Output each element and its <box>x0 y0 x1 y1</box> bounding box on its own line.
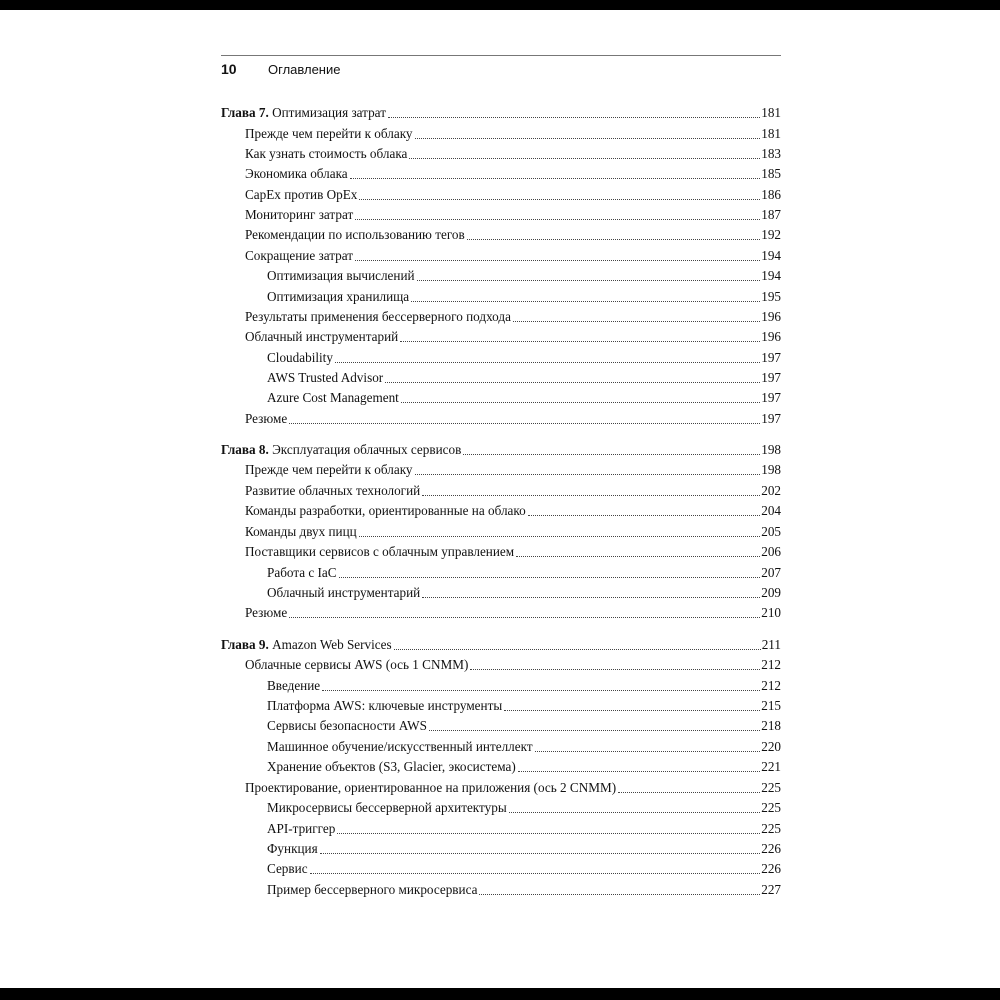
dot-leader <box>417 279 761 281</box>
toc-entry-title <box>267 388 399 408</box>
toc-title-text: Экономика облака <box>245 166 348 181</box>
toc-entry-title <box>245 778 616 798</box>
toc-entry-title <box>267 880 477 900</box>
toc-title-text: Резюме <box>245 411 288 426</box>
toc-entry-title <box>267 348 333 368</box>
toc-entry-title <box>267 819 335 839</box>
toc-entry-title <box>267 583 420 603</box>
toc-entry[interactable] <box>267 287 781 307</box>
toc-page-number: 211 <box>761 637 781 652</box>
toc-title-text: Оптимизация хранилища <box>267 289 410 304</box>
toc-entry[interactable] <box>245 460 781 480</box>
toc-entry[interactable] <box>267 696 781 716</box>
toc-title-text: Микросервисы бессерверной архитектуры <box>267 800 507 815</box>
toc-page-number: 192 <box>761 227 781 242</box>
dot-leader <box>394 648 761 650</box>
toc-page-number: 226 <box>761 841 781 856</box>
dot-leader <box>470 668 760 670</box>
toc-entry[interactable] <box>245 225 781 245</box>
toc-entry[interactable] <box>267 348 781 368</box>
toc-entry-title <box>221 103 386 123</box>
dot-leader <box>528 514 761 516</box>
toc-entry[interactable] <box>267 798 781 818</box>
toc-entry-title <box>245 409 287 429</box>
toc-page-number: 183 <box>761 146 781 161</box>
toc-entry[interactable] <box>245 185 781 205</box>
toc-entry-title <box>267 368 383 388</box>
dot-leader <box>335 361 760 363</box>
toc-entry-title <box>245 603 287 623</box>
toc-entry[interactable] <box>245 655 781 675</box>
toc-page-number: 202 <box>761 483 781 498</box>
toc-page-number: 225 <box>761 800 781 815</box>
toc-title-text: Введение <box>267 678 321 693</box>
toc-entry[interactable] <box>245 205 781 225</box>
toc-entry-title <box>267 287 409 307</box>
dot-leader <box>310 872 761 874</box>
toc-page-number: 185 <box>761 166 781 181</box>
toc-page-number: 186 <box>761 187 781 202</box>
toc-entry[interactable] <box>245 164 781 184</box>
toc-title-text: Пример бессерверного микросервиса <box>267 882 478 897</box>
toc-title-text: Поставщики сервисов с облачным управлением <box>245 544 515 559</box>
toc-page-number: 197 <box>761 350 781 365</box>
dot-leader <box>355 259 760 261</box>
toc-page-number: 196 <box>761 329 781 344</box>
toc-title-text: Проектирование, ориентированное на приложения (ось 2 CNMM) <box>245 780 617 795</box>
toc-title-text: Cloudability <box>267 350 333 365</box>
toc-entry-title <box>221 440 461 460</box>
toc-page-number: 207 <box>761 565 781 580</box>
chapter-label: Глава 9. <box>221 637 269 652</box>
toc-page-number: 197 <box>761 411 781 426</box>
toc-page-number: 225 <box>761 821 781 836</box>
dot-leader <box>289 422 760 424</box>
running-header-title: Оглавление <box>268 61 341 77</box>
toc-entry[interactable] <box>267 676 781 696</box>
toc-page-number: 209 <box>761 585 781 600</box>
dot-leader <box>401 401 760 403</box>
toc-entry[interactable] <box>267 563 781 583</box>
toc-page-number: 225 <box>761 780 781 795</box>
toc-entry[interactable] <box>245 144 781 164</box>
toc-entry[interactable] <box>267 716 781 736</box>
toc-page-number: 227 <box>761 882 781 897</box>
dot-leader <box>400 340 760 342</box>
toc-title-text: Рекомендации по использованию тегов <box>245 227 465 242</box>
toc-title-text: Amazon Web Services <box>272 637 392 652</box>
toc-entry-title <box>245 501 526 521</box>
dot-leader <box>513 320 760 322</box>
toc-entry[interactable] <box>245 481 781 501</box>
toc-entry[interactable] <box>245 124 781 144</box>
toc-entry-title <box>245 164 348 184</box>
chapter-label: Глава 8. <box>221 442 269 457</box>
toc-title-text: Команды разработки, ориентированные на облако <box>245 503 526 518</box>
toc-entry-title <box>245 481 420 501</box>
running-header <box>221 58 340 80</box>
dot-leader <box>504 709 760 711</box>
dot-leader <box>409 157 760 159</box>
toc-page-number: 198 <box>761 462 781 477</box>
toc-entry[interactable] <box>267 388 781 408</box>
toc-entry-title <box>245 144 407 164</box>
toc-entry[interactable] <box>267 737 781 757</box>
toc-page-number: 210 <box>761 605 781 620</box>
toc-title-text: Результаты применения бессерверного подхода <box>245 309 511 324</box>
toc-chapter-entry[interactable] <box>221 635 781 655</box>
toc-entry[interactable] <box>245 522 781 542</box>
toc-page-number: 212 <box>761 657 781 672</box>
toc-page-number: 194 <box>761 248 781 263</box>
dot-leader <box>467 238 760 240</box>
toc-title-text: Функция <box>267 841 318 856</box>
toc-entry[interactable] <box>245 501 781 521</box>
toc-entry-title <box>267 798 507 818</box>
toc-page-number: 197 <box>761 390 781 405</box>
toc-chapter-entry[interactable] <box>221 103 781 123</box>
dot-leader <box>337 832 760 834</box>
page-number: 10 <box>221 61 237 77</box>
toc-entry[interactable] <box>245 307 781 327</box>
book-page <box>0 10 1000 988</box>
dot-leader <box>618 791 760 793</box>
toc-page-number: 181 <box>761 126 781 141</box>
toc-page-number: 196 <box>761 309 781 324</box>
toc-title-text: Облачные сервисы AWS (ось 1 CNMM) <box>245 657 469 672</box>
toc-page-number: 181 <box>761 105 781 120</box>
toc-title-text: AWS Trusted Advisor <box>267 370 384 385</box>
toc-entry[interactable] <box>267 583 781 603</box>
toc-entry-title <box>267 839 318 859</box>
toc-entry-title <box>245 246 353 266</box>
toc-page-number: 226 <box>761 861 781 876</box>
toc-entry[interactable] <box>267 368 781 388</box>
toc-title-text: Развитие облачных технологий <box>245 483 421 498</box>
dot-leader <box>509 811 761 813</box>
toc-entry-title <box>267 696 502 716</box>
toc-page-number: 218 <box>761 718 781 733</box>
dot-leader <box>355 218 760 220</box>
toc-entry[interactable] <box>267 757 781 777</box>
toc-title-text: Как узнать стоимость облака <box>245 146 408 161</box>
toc-title-text: Azure Cost Management <box>267 390 399 405</box>
toc-entry-title <box>267 757 516 777</box>
toc-title-text: Прежде чем перейти к облаку <box>245 462 413 477</box>
toc-entry-title <box>245 542 514 562</box>
toc-title-text: Оптимизация вычислений <box>267 268 415 283</box>
toc-page-number: 220 <box>761 739 781 754</box>
toc-entry-title <box>267 676 320 696</box>
toc-entry-title <box>267 266 415 286</box>
toc-entry[interactable] <box>267 819 781 839</box>
toc-page-number: 221 <box>761 759 781 774</box>
toc-entry-title <box>267 737 533 757</box>
toc-page-number: 197 <box>761 370 781 385</box>
dot-leader <box>322 689 760 691</box>
dot-leader <box>518 770 761 772</box>
dot-leader <box>415 137 761 139</box>
toc-entry-title <box>245 460 413 480</box>
dot-leader <box>422 596 760 598</box>
toc-entry[interactable] <box>245 409 781 429</box>
dot-leader <box>429 729 760 731</box>
toc-entry[interactable] <box>245 542 781 562</box>
header-rule <box>221 55 781 56</box>
toc-page-number: 212 <box>761 678 781 693</box>
toc-entry-title <box>221 635 392 655</box>
toc-entry-title <box>267 563 337 583</box>
toc-title-text: Машинное обучение/искусственный интеллект <box>267 739 533 754</box>
toc-entry[interactable] <box>267 839 781 859</box>
dot-leader <box>411 300 760 302</box>
toc-title-text: Хранение объектов (S3, Glacier, экосистема) <box>267 759 516 774</box>
toc-page-number: 206 <box>761 544 781 559</box>
toc-page-number: 194 <box>761 268 781 283</box>
dot-leader <box>388 116 760 118</box>
toc-title-text: Облачный инструментарий <box>267 585 421 600</box>
chapter-label: Глава 7. <box>221 105 269 120</box>
toc-title-text: Сервис <box>267 861 308 876</box>
dot-leader <box>289 616 760 618</box>
toc-title-text: Прежде чем перейти к облаку <box>245 126 413 141</box>
dot-leader <box>385 381 760 383</box>
dot-leader <box>320 852 761 854</box>
toc-title-text: Резюме <box>245 605 288 620</box>
dot-leader <box>479 893 760 895</box>
toc-entry-title <box>245 522 357 542</box>
toc-entry-title <box>245 225 465 245</box>
toc-entry[interactable] <box>245 778 781 798</box>
dot-leader <box>422 494 760 496</box>
toc-entry-title <box>267 716 427 736</box>
toc-title-text: Сокращение затрат <box>245 248 354 263</box>
toc-entry-title <box>245 307 511 327</box>
toc-entry[interactable] <box>267 266 781 286</box>
toc-title-text: Мониторинг затрат <box>245 207 354 222</box>
toc-title-text: API-триггер <box>267 821 336 836</box>
dot-leader <box>359 198 760 200</box>
toc-title-text: CapEx против OpEx <box>245 187 358 202</box>
toc-entry[interactable] <box>267 859 781 879</box>
dot-leader <box>415 473 761 475</box>
toc-title-text: Работа с IaC <box>267 565 337 580</box>
dot-leader <box>535 750 761 752</box>
dot-leader <box>339 576 761 578</box>
toc-entry-title <box>245 327 398 347</box>
toc-title-text: Облачный инструментарий <box>245 329 399 344</box>
toc-entry-title <box>245 655 468 675</box>
toc-page-number: 215 <box>761 698 781 713</box>
dot-leader <box>516 555 760 557</box>
toc-entry[interactable] <box>245 327 781 347</box>
toc-title-text: Эксплуатация облачных сервисов <box>272 442 462 457</box>
toc-page-number: 198 <box>761 442 781 457</box>
toc-page-number: 204 <box>761 503 781 518</box>
toc-chapter-entry[interactable] <box>221 440 781 460</box>
toc-entry-title <box>245 124 413 144</box>
toc-page-number: 187 <box>761 207 781 222</box>
toc-title-text: Платформа AWS: ключевые инструменты <box>267 698 503 713</box>
toc-title-text: Сервисы безопасности AWS <box>267 718 427 733</box>
toc-title-text: Оптимизация затрат <box>272 105 386 120</box>
toc-entry[interactable] <box>245 603 781 623</box>
toc-page-number: 195 <box>761 289 781 304</box>
dot-leader <box>359 535 761 537</box>
toc-entry-title <box>267 859 308 879</box>
dot-leader <box>350 177 761 179</box>
toc-entry-title <box>245 205 353 225</box>
toc-title-text: Команды двух пицц <box>245 524 357 539</box>
toc-entry-title <box>245 185 357 205</box>
toc-page-number: 205 <box>761 524 781 539</box>
dot-leader <box>463 453 760 455</box>
toc-entry[interactable] <box>245 246 781 266</box>
toc-entry[interactable] <box>267 880 781 900</box>
